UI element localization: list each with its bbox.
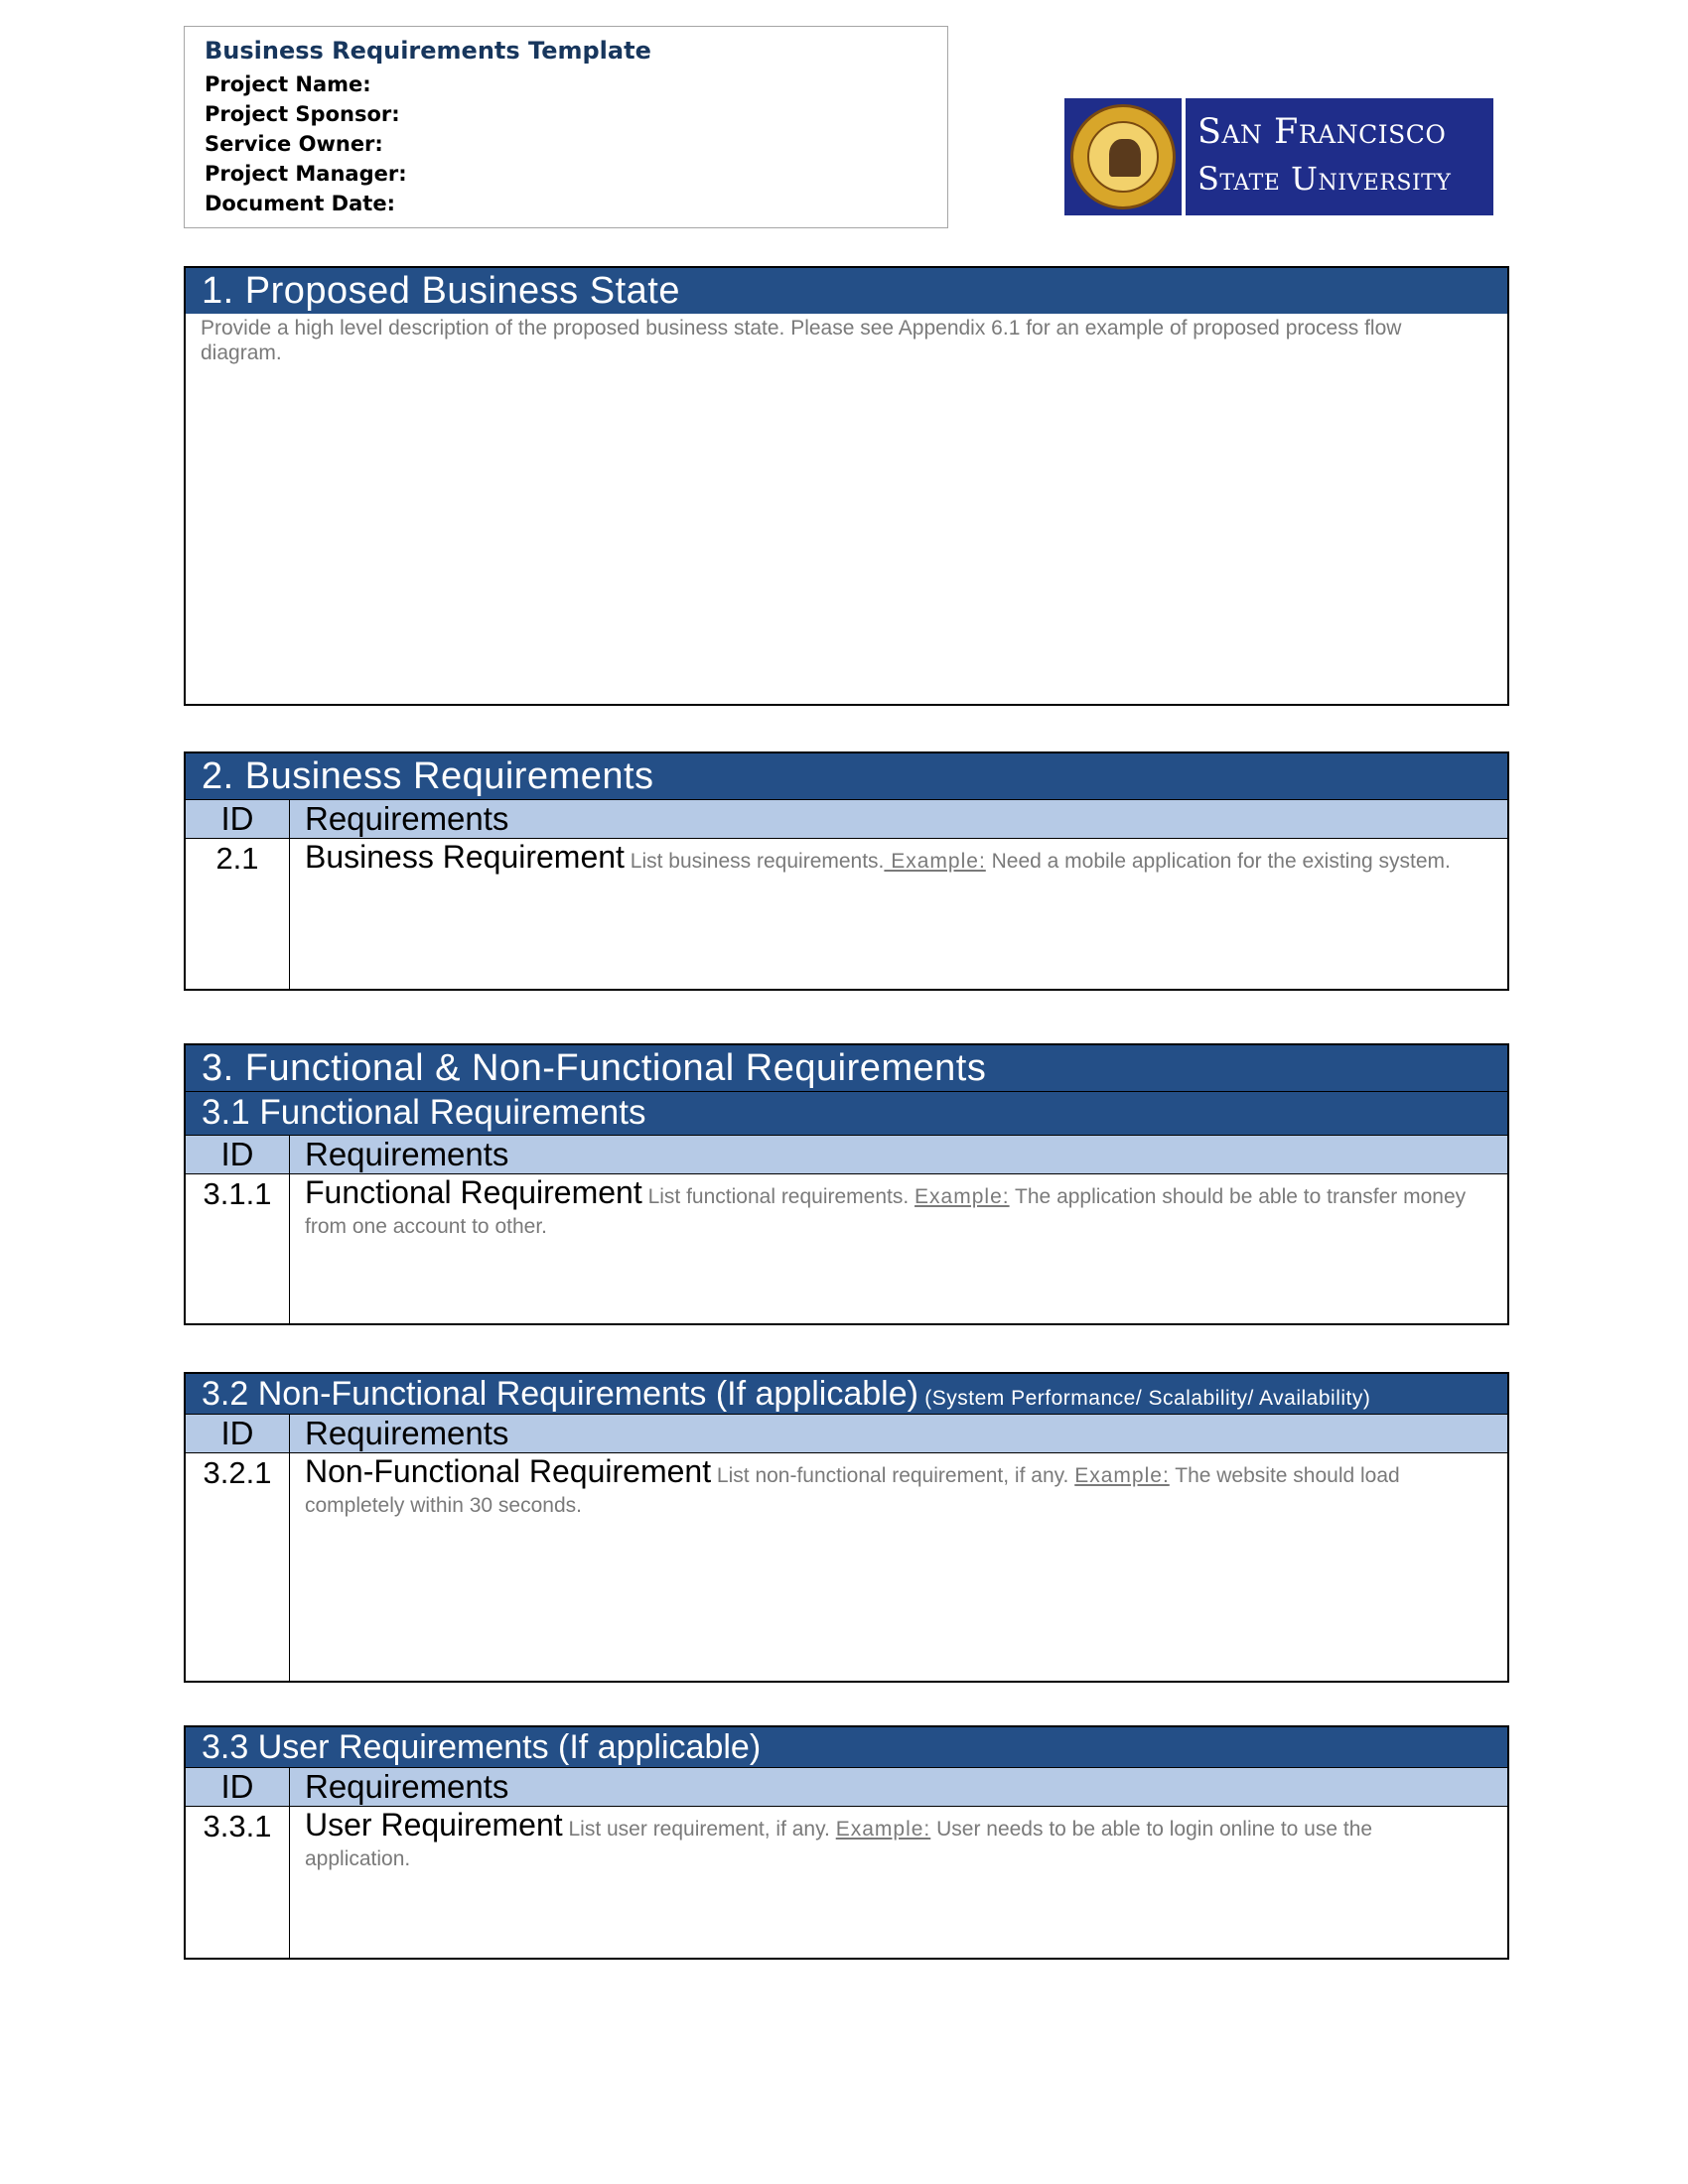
project-name-label: Project Name:	[205, 72, 371, 96]
section-business-requirements	[184, 751, 1509, 991]
table-header	[186, 1767, 1507, 1807]
row-title: Business Requirement	[305, 839, 625, 875]
project-manager-label: Project Manager:	[205, 162, 407, 186]
row-title: Non-Functional Requirement	[305, 1453, 712, 1489]
table-header	[186, 799, 1507, 839]
project-sponsor-label: Project Sponsor:	[205, 102, 400, 126]
example-text: The website should load completely within 30 seconds.	[305, 1464, 1400, 1517]
example-text: Need a mobile application for the existing system.	[985, 850, 1451, 873]
example-label: Example:	[835, 1818, 931, 1841]
logo-text-line2: State University	[1197, 160, 1452, 198]
table-row	[305, 1807, 1468, 1875]
row-title: Functional Requirement	[305, 1174, 642, 1210]
row-description: List functional requirements.	[641, 1185, 915, 1208]
row-title: User Requirement	[305, 1807, 563, 1843]
column-header-id: ID	[220, 800, 254, 837]
column-header-id: ID	[220, 1768, 254, 1805]
row-id: 2.1	[215, 841, 259, 876]
section-functional-requirements	[184, 1043, 1509, 1325]
row-description: List user requirement, if any.	[562, 1818, 836, 1841]
row-description: List business requirements.	[624, 850, 885, 873]
example-text: User needs to be able to login online to use the application.	[305, 1818, 1373, 1870]
row-description: List non-functional requirement, if any.	[711, 1464, 1075, 1487]
table-row	[305, 1174, 1468, 1243]
example-label: Example:	[884, 850, 986, 873]
row-id: 3.2.1	[203, 1455, 272, 1490]
example-label: Example:	[1074, 1464, 1170, 1487]
document-date-label: Document Date:	[205, 192, 395, 215]
document-title: Business Requirements Template	[205, 37, 651, 65]
table-header	[186, 1135, 1507, 1174]
row-id: 3.3.1	[203, 1809, 272, 1843]
subsection-heading: 3.1 Functional Requirements	[186, 1091, 1507, 1135]
column-header-requirements: Requirements	[305, 1415, 509, 1451]
section-heading: 3. Functional & Non-Functional Requirements	[186, 1045, 1507, 1091]
column-header-requirements: Requirements	[305, 1768, 509, 1805]
sfsu-logo	[1064, 98, 1493, 215]
column-header-requirements: Requirements	[305, 800, 509, 837]
section-heading: 1. Proposed Business State	[186, 268, 1507, 314]
table-row	[305, 839, 1468, 878]
section-heading	[186, 1374, 1507, 1414]
column-header-requirements: Requirements	[305, 1136, 509, 1172]
university-seal-icon	[1070, 104, 1176, 209]
row-id: 3.1.1	[203, 1176, 272, 1211]
section-user-requirements	[184, 1725, 1509, 1960]
logo-text-line1: San Francisco	[1197, 112, 1447, 152]
section-proposed-business-state	[184, 266, 1509, 706]
section-non-functional-requirements	[184, 1372, 1509, 1683]
example-label: Example:	[914, 1185, 1010, 1208]
section-heading-note: (System Performance/ Scalability/ Availability)	[917, 1387, 1371, 1410]
table-row	[305, 1453, 1468, 1522]
column-header-id: ID	[220, 1136, 254, 1172]
section-heading: 2. Business Requirements	[186, 753, 1507, 799]
table-header	[186, 1414, 1507, 1453]
example-text: The application should be able to transfer money from one account to other.	[305, 1185, 1467, 1238]
service-owner-label: Service Owner:	[205, 132, 383, 156]
section-heading-text: 3.2 Non-Functional Requirements (If applicable)	[202, 1375, 918, 1413]
column-header-id: ID	[220, 1415, 254, 1451]
section-heading: 3.3 User Requirements (If applicable)	[186, 1727, 1507, 1767]
document-info-box	[184, 26, 948, 228]
section-description: Provide a high level description of the proposed business state. Please see Appendix 6.1 for an example of proposed process flow diagram.	[201, 317, 1402, 364]
